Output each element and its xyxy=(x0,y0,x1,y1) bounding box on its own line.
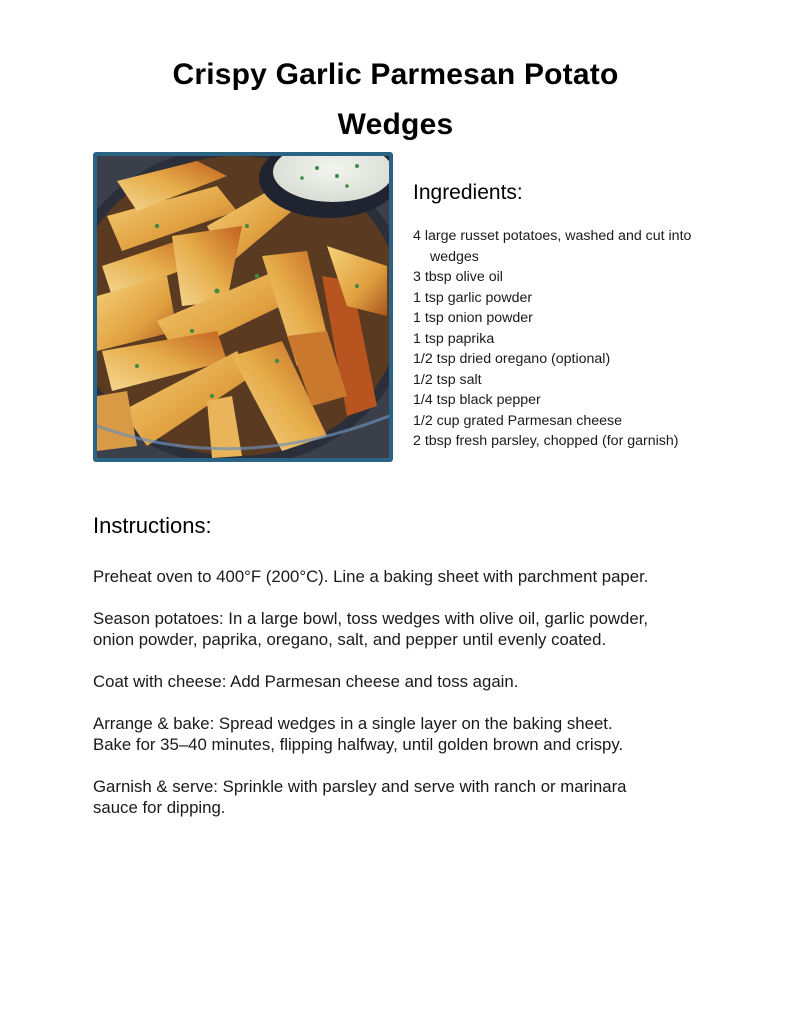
ingredient-item: 1/2 cup grated Parmesan cheese xyxy=(413,412,623,429)
instructions-heading: Instructions: xyxy=(93,513,212,538)
instruction-step: Garnish & serve: Sprinkle with parsley and serve with ranch or marinara sauce for dipping. xyxy=(93,777,627,817)
ingredient-item: 1/2 tsp salt xyxy=(413,371,482,388)
ingredient-item: 1 tsp paprika xyxy=(413,330,495,347)
potato-wedges-image xyxy=(97,156,389,458)
ingredients-list xyxy=(413,226,753,452)
recipe-title-line-2: Wedges xyxy=(337,108,454,141)
ingredient-item: 4 large russet potatoes, washed and cut into wedges xyxy=(413,228,692,265)
instruction-step: Season potatoes: In a large bowl, toss wedges with olive oil, garlic powder, onion powder, paprika, oregano, salt, and pepper until evenly coated. xyxy=(93,609,649,649)
ingredient-item: 1 tsp onion powder xyxy=(413,310,533,326)
instructions-section xyxy=(93,511,733,839)
recipe-title xyxy=(0,50,791,150)
instruction-step: Arrange & bake: Spread wedges in a single layer on the baking sheet. Bake for 35–40 minutes, flipping halfway, until golden brown and crispy. xyxy=(93,714,624,754)
ingredient-item: 3 tbsp olive oil xyxy=(413,269,503,285)
ingredients-section xyxy=(413,178,753,452)
ingredients-heading: Ingredients: xyxy=(413,181,523,204)
ingredient-item: 2 tbsp fresh parsley, chopped (for garnish) xyxy=(413,433,679,449)
ingredient-item: 1 tsp garlic powder xyxy=(413,289,533,306)
recipe-photo xyxy=(93,152,393,462)
instructions-steps xyxy=(93,566,733,818)
recipe-title-line-1: Crispy Garlic Parmesan Potato xyxy=(172,58,619,91)
instruction-step: Coat with cheese: Add Parmesan cheese and toss again. xyxy=(93,672,519,691)
instruction-step: Preheat oven to 400°F (200°C). Line a baking sheet with parchment paper. xyxy=(93,567,649,586)
ingredient-item: 1/2 tsp dried oregano (optional) xyxy=(413,351,611,367)
ingredient-item: 1/4 tsp black pepper xyxy=(413,392,541,408)
